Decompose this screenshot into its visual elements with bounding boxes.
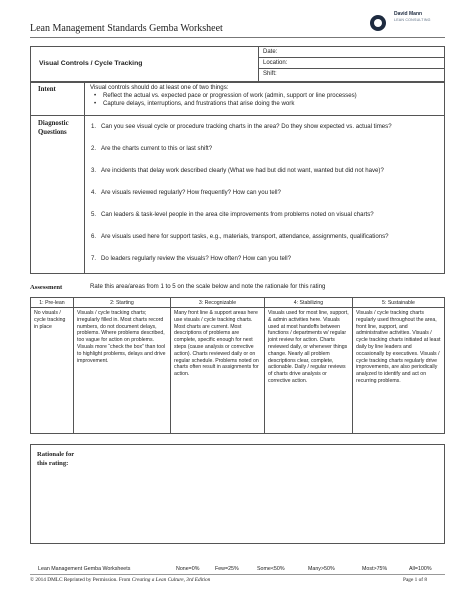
assessment-label: Assessment bbox=[30, 284, 63, 291]
logo-mark-icon bbox=[370, 15, 386, 31]
rating-title: 3: Recognizable bbox=[198, 300, 237, 306]
diagnostic-question bbox=[91, 233, 443, 241]
diagnostic-question bbox=[91, 211, 443, 219]
intent-bullet-text: Reflect the actual vs. expected pace or progression of work (admin, support or line processes) bbox=[103, 92, 357, 99]
location-field[interactable] bbox=[259, 58, 444, 69]
diagnostic-question bbox=[91, 123, 443, 131]
footer-rule bbox=[30, 574, 445, 575]
diagnostic-question bbox=[91, 145, 443, 153]
label-column bbox=[31, 83, 85, 273]
footer-copyright bbox=[30, 577, 210, 583]
question-text: Do leaders regularly review the visuals? How often? How can you tell? bbox=[101, 255, 292, 262]
rating-title: 2: Starting bbox=[110, 300, 134, 306]
rating-title: 4: Stabilizing bbox=[293, 300, 324, 306]
question-number: 6. bbox=[91, 233, 97, 240]
rating-title: 1: Pre-lean bbox=[39, 300, 65, 306]
scale-none: None=0% bbox=[176, 566, 200, 572]
rating-description: Visuals / cycle tracking charts regularly used throughout the area, front line, support, and administrative activities. Visuals / cycle tracking charts initiated at least daily by line leaders and occasionally by executives. Visuals / cycle tracking charts regularly drive improvements, are also periodically analyzed to identify and act on recurring problems. bbox=[356, 310, 441, 384]
rating-column-5[interactable] bbox=[353, 298, 444, 433]
question-text: Are visuals reviewed regularly? How frequently? How can you tell? bbox=[101, 189, 281, 196]
question-number: 1. bbox=[91, 123, 97, 130]
footer-left: Lean Management Gemba Worksheets bbox=[38, 566, 131, 572]
section-title: Visual Controls / Cycle Tracking bbox=[39, 60, 143, 67]
question-text: Are the charts current to this or last shift? bbox=[101, 145, 213, 152]
scale-some: Some<50% bbox=[257, 566, 285, 572]
shift-field[interactable] bbox=[259, 69, 444, 81]
book-title: Creating a Lean Culture, 3rd Edition bbox=[131, 577, 211, 583]
intent-bullet bbox=[90, 100, 440, 108]
date-label: Date: bbox=[263, 49, 278, 55]
intent-label: Intent bbox=[38, 86, 56, 93]
diagnostic-label-line2: Questions bbox=[38, 129, 67, 136]
rating-description: No visuals / cycle tracking in place bbox=[34, 310, 66, 330]
intent-content bbox=[90, 84, 440, 108]
header-rule bbox=[30, 37, 445, 38]
rating-column-1[interactable] bbox=[31, 298, 74, 433]
question-number: 5. bbox=[91, 211, 97, 218]
rationale-box[interactable] bbox=[30, 444, 445, 544]
scale-few: Few=25% bbox=[215, 566, 239, 572]
assessment-instruction: Rate this area/areas from 1 to 5 on the scale below and note the rationale for this rating bbox=[90, 283, 326, 290]
intent-bullet-text: Capture delays, interruptions, and frustrations that arise doing the work bbox=[103, 100, 295, 107]
rating-description: Visuals / cycle tracking charts; irregularly filled in. Most charts record numbers, do not document delays, problems. Where problems described, too vague for action on problems. Visuals more “check the box” than tool to highlight problems, delays and drive improvement. bbox=[77, 310, 166, 364]
question-number: 4. bbox=[91, 189, 97, 196]
diagnostic-question bbox=[91, 189, 443, 197]
question-text: Can leaders & task-level people in the area cite improvements from problems noted on visual charts? bbox=[101, 211, 374, 218]
date-field[interactable] bbox=[259, 47, 444, 58]
question-text: Are visuals used here for support tasks, e.g., materials, transport, attendance, assignments, qualifications? bbox=[101, 233, 389, 240]
info-table bbox=[30, 46, 445, 82]
rationale-label bbox=[37, 450, 74, 468]
location-label: Location: bbox=[263, 60, 288, 66]
diagnostic-label bbox=[38, 119, 69, 137]
logo-subtitle: LEAN CONSULTING bbox=[394, 18, 431, 22]
diagnostic-question bbox=[91, 255, 443, 263]
scale-many: Many>50% bbox=[308, 566, 335, 572]
scale-all: All=100% bbox=[409, 566, 432, 572]
intent-bullet bbox=[90, 92, 440, 100]
diagnostic-question bbox=[91, 167, 443, 175]
rationale-label-line1: Rationale for bbox=[37, 451, 75, 458]
bullet-icon: • bbox=[94, 100, 97, 107]
rating-column-4[interactable] bbox=[265, 298, 353, 433]
question-number: 7. bbox=[91, 255, 97, 262]
question-number: 2. bbox=[91, 145, 97, 152]
question-text: Can you see visual cycle or procedure tracking charts in the area? Do they show expected vs. actual times? bbox=[101, 123, 392, 130]
question-text: Are incidents that delay work described clearly (What we had but did not want, wanted but did not have)? bbox=[101, 167, 384, 174]
section-title-cell bbox=[31, 47, 259, 81]
rating-description: Visuals used for most line, support, & admin activities here. Visuals used at most handoffs between functions / departments w/ regular joint review for action. Charts reviewed daily, or whenever things change. Nearly all problem descriptions clear, complete, actionable. Daily / regular reviews of charts drive analysis or corrective action. bbox=[268, 310, 349, 384]
intent-lead: Visual controls should do at least one of two things: bbox=[90, 84, 229, 91]
rating-description: Many front line & support areas here use visuals / cycle tracking charts. Most charts are current. Most descriptions of problems are complete, specific enough for next steps (cause analysis or corrective action). Charts reviewed daily or on regular schedule. Problems noted on charts often result in assignments for action. bbox=[174, 310, 259, 378]
rationale-label-line2: this rating: bbox=[37, 460, 69, 467]
rating-scale-table bbox=[30, 297, 445, 434]
intent-divider bbox=[31, 115, 444, 116]
rating-column-3[interactable] bbox=[171, 298, 265, 433]
copyright-text: © 2014 DMLC Reprinted by Permission. From bbox=[30, 577, 132, 583]
question-number: 3. bbox=[91, 167, 97, 174]
shift-label: Shift: bbox=[263, 71, 277, 77]
logo-name: David Mann bbox=[394, 11, 423, 17]
company-logo bbox=[370, 7, 450, 39]
rating-title: 5: Sustainable bbox=[382, 300, 415, 306]
page-title: Lean Management Standards Gemba Worksheet bbox=[30, 23, 223, 34]
scale-most: Most>75% bbox=[362, 566, 388, 572]
rating-column-2[interactable] bbox=[74, 298, 171, 433]
bullet-icon: • bbox=[94, 92, 97, 99]
intent-diagnostic-table bbox=[30, 82, 445, 274]
diagnostic-label-line1: Diagnostic bbox=[38, 120, 69, 127]
page-number: Page 1 of 8 bbox=[403, 577, 427, 583]
